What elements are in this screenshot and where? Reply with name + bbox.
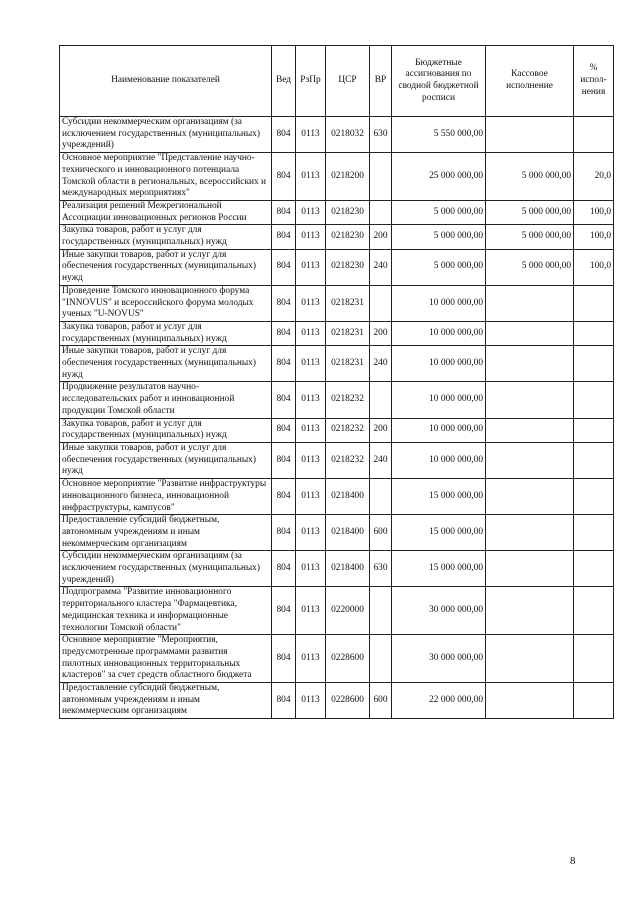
cell-rzpr: 0113 — [296, 635, 326, 683]
cell-allocations: 10 000 000,00 — [392, 418, 486, 442]
header-csr: ЦСР — [326, 46, 370, 117]
cell-percent — [574, 442, 614, 478]
cell-name: Основное мероприятие "Развитие инфраструктуры инновационного бизнеса, инновационной инфраструктуры, кампусов" — [60, 479, 272, 515]
cell-rzpr: 0113 — [296, 117, 326, 153]
cell-cash — [486, 321, 574, 345]
cell-percent — [574, 117, 614, 153]
cell-name: Продвижение результатов научно-исследовательских работ и инновационной продукции Томской области — [60, 382, 272, 418]
cell-rzpr: 0113 — [296, 683, 326, 719]
cell-vr: 600 — [370, 515, 392, 551]
table-row — [60, 225, 614, 249]
cell-csr: 0218200 — [326, 153, 370, 201]
cell-percent — [574, 382, 614, 418]
header-ved: Вед — [272, 46, 296, 117]
cell-percent: 100,0 — [574, 225, 614, 249]
cell-name: Предоставление субсидий бюджетным, автономным учреждениям и иным некоммерческим организациям — [60, 515, 272, 551]
cell-allocations: 15 000 000,00 — [392, 479, 486, 515]
cell-cash — [486, 418, 574, 442]
cell-csr: 0220000 — [326, 587, 370, 635]
cell-ved: 804 — [272, 587, 296, 635]
cell-cash — [486, 382, 574, 418]
cell-csr: 0218400 — [326, 479, 370, 515]
table-row — [60, 249, 614, 285]
cell-cash — [486, 479, 574, 515]
header-allocations: Бюджетные ассигнования по сводной бюджетной росписи — [392, 46, 486, 117]
cell-name: Субсидии некоммерческим организациям (за исключением государственных (муниципальных) учреждений) — [60, 551, 272, 587]
page-number: 8 — [570, 855, 576, 867]
cell-percent: 100,0 — [574, 200, 614, 224]
table-row — [60, 551, 614, 587]
cell-csr: 0218230 — [326, 200, 370, 224]
cell-rzpr: 0113 — [296, 442, 326, 478]
cell-cash — [486, 346, 574, 382]
cell-csr: 0218230 — [326, 249, 370, 285]
cell-percent — [574, 418, 614, 442]
cell-percent — [574, 551, 614, 587]
cell-vr — [370, 285, 392, 321]
cell-ved: 804 — [272, 382, 296, 418]
cell-csr: 0218032 — [326, 117, 370, 153]
cell-rzpr: 0113 — [296, 153, 326, 201]
cell-csr: 0218232 — [326, 418, 370, 442]
cell-rzpr: 0113 — [296, 382, 326, 418]
cell-cash — [486, 442, 574, 478]
cell-ved: 804 — [272, 153, 296, 201]
table-row — [60, 346, 614, 382]
cell-percent — [574, 479, 614, 515]
cell-rzpr: 0113 — [296, 515, 326, 551]
cell-vr — [370, 200, 392, 224]
cell-ved: 804 — [272, 346, 296, 382]
cell-name: Проведение Томского инновационного форума "INNOVUS" и всероссийского форума молодых ученых "U-NOVUS" — [60, 285, 272, 321]
cell-vr: 200 — [370, 321, 392, 345]
cell-name: Иные закупки товаров, работ и услуг для обеспечения государственных (муниципальных) нужд — [60, 346, 272, 382]
cell-allocations: 5 550 000,00 — [392, 117, 486, 153]
cell-cash — [486, 117, 574, 153]
cell-ved: 804 — [272, 200, 296, 224]
cell-percent — [574, 635, 614, 683]
cell-percent — [574, 515, 614, 551]
cell-vr — [370, 587, 392, 635]
header-percent: % испол-нения — [574, 46, 614, 117]
cell-name: Предоставление субсидий бюджетным, автономным учреждениям и иным некоммерческим организациям — [60, 683, 272, 719]
header-rzpr: РзПр — [296, 46, 326, 117]
cell-name: Подпрограмма "Развитие инновационного территориального кластера "Фармацевтика, медицинская техника и информационные технологии Томской области" — [60, 587, 272, 635]
cell-name: Закупка товаров, работ и услуг для государственных (муниципальных) нужд — [60, 225, 272, 249]
cell-cash: 5 000 000,00 — [486, 225, 574, 249]
table-row — [60, 153, 614, 201]
cell-rzpr: 0113 — [296, 321, 326, 345]
cell-vr: 200 — [370, 225, 392, 249]
cell-ved: 804 — [272, 117, 296, 153]
cell-vr: 600 — [370, 683, 392, 719]
cell-allocations: 25 000 000,00 — [392, 153, 486, 201]
cell-allocations: 15 000 000,00 — [392, 515, 486, 551]
cell-percent — [574, 683, 614, 719]
cell-allocations: 5 000 000,00 — [392, 249, 486, 285]
cell-allocations: 10 000 000,00 — [392, 382, 486, 418]
cell-csr: 0218400 — [326, 551, 370, 587]
cell-name: Основное мероприятие "Представление научно-технического и инновационного потенциала Томской области в региональных, всероссийских и международных мероприятиях" — [60, 153, 272, 201]
cell-ved: 804 — [272, 285, 296, 321]
cell-csr: 0218232 — [326, 382, 370, 418]
header-name: Наименование показателей — [60, 46, 272, 117]
cell-cash — [486, 551, 574, 587]
table-body — [60, 117, 614, 719]
cell-allocations: 30 000 000,00 — [392, 587, 486, 635]
cell-ved: 804 — [272, 479, 296, 515]
cell-cash: 5 000 000,00 — [486, 153, 574, 201]
cell-percent — [574, 285, 614, 321]
cell-vr: 630 — [370, 551, 392, 587]
table-row — [60, 117, 614, 153]
cell-rzpr: 0113 — [296, 479, 326, 515]
cell-cash — [486, 635, 574, 683]
cell-csr: 0218231 — [326, 321, 370, 345]
cell-vr — [370, 153, 392, 201]
cell-ved: 804 — [272, 515, 296, 551]
cell-ved: 804 — [272, 418, 296, 442]
cell-rzpr: 0113 — [296, 587, 326, 635]
cell-percent: 100,0 — [574, 249, 614, 285]
cell-allocations: 10 000 000,00 — [392, 442, 486, 478]
cell-allocations: 15 000 000,00 — [392, 551, 486, 587]
cell-csr: 0218231 — [326, 285, 370, 321]
cell-ved: 804 — [272, 683, 296, 719]
cell-name: Основное мероприятие "Мероприятия, предусмотренные программами развития пилотных инновационных территориальных кластеров" за счет средств областного бюджета — [60, 635, 272, 683]
cell-name: Иные закупки товаров, работ и услуг для обеспечения государственных (муниципальных) нужд — [60, 442, 272, 478]
cell-ved: 804 — [272, 635, 296, 683]
cell-allocations: 5 000 000,00 — [392, 200, 486, 224]
cell-percent: 20,0 — [574, 153, 614, 201]
cell-rzpr: 0113 — [296, 551, 326, 587]
cell-name: Закупка товаров, работ и услуг для государственных (муниципальных) нужд — [60, 321, 272, 345]
cell-vr — [370, 382, 392, 418]
cell-vr: 200 — [370, 418, 392, 442]
cell-ved: 804 — [272, 249, 296, 285]
cell-ved: 804 — [272, 442, 296, 478]
cell-name: Субсидии некоммерческим организациям (за исключением государственных (муниципальных) учреждений) — [60, 117, 272, 153]
cell-rzpr: 0113 — [296, 249, 326, 285]
cell-allocations: 10 000 000,00 — [392, 346, 486, 382]
table-row — [60, 382, 614, 418]
budget-table — [59, 45, 614, 719]
table-row — [60, 285, 614, 321]
cell-percent — [574, 587, 614, 635]
table-row — [60, 635, 614, 683]
table-row — [60, 683, 614, 719]
cell-name: Реализация решений Межрегиональной Ассоциации инновационных регионов России — [60, 200, 272, 224]
header-vr: ВР — [370, 46, 392, 117]
header-cash: Кассовое исполнение — [486, 46, 574, 117]
table-row — [60, 515, 614, 551]
cell-allocations: 10 000 000,00 — [392, 321, 486, 345]
cell-rzpr: 0113 — [296, 346, 326, 382]
table-row — [60, 321, 614, 345]
cell-csr: 0218230 — [326, 225, 370, 249]
cell-allocations: 5 000 000,00 — [392, 225, 486, 249]
table-header-row — [60, 46, 614, 117]
cell-allocations: 30 000 000,00 — [392, 635, 486, 683]
cell-rzpr: 0113 — [296, 285, 326, 321]
table-row — [60, 587, 614, 635]
cell-cash — [486, 683, 574, 719]
cell-cash — [486, 587, 574, 635]
cell-rzpr: 0113 — [296, 418, 326, 442]
cell-rzpr: 0113 — [296, 225, 326, 249]
cell-ved: 804 — [272, 551, 296, 587]
cell-vr: 240 — [370, 442, 392, 478]
cell-percent — [574, 321, 614, 345]
cell-vr: 240 — [370, 249, 392, 285]
cell-vr: 240 — [370, 346, 392, 382]
cell-csr: 0228600 — [326, 683, 370, 719]
cell-csr: 0228600 — [326, 635, 370, 683]
cell-vr: 630 — [370, 117, 392, 153]
table-row — [60, 418, 614, 442]
cell-vr — [370, 635, 392, 683]
cell-cash: 5 000 000,00 — [486, 249, 574, 285]
cell-percent — [574, 346, 614, 382]
cell-csr: 0218400 — [326, 515, 370, 551]
cell-name: Закупка товаров, работ и услуг для государственных (муниципальных) нужд — [60, 418, 272, 442]
cell-cash — [486, 515, 574, 551]
cell-vr — [370, 479, 392, 515]
cell-cash — [486, 285, 574, 321]
cell-name: Иные закупки товаров, работ и услуг для обеспечения государственных (муниципальных) нужд — [60, 249, 272, 285]
cell-cash: 5 000 000,00 — [486, 200, 574, 224]
cell-csr: 0218232 — [326, 442, 370, 478]
table-row — [60, 442, 614, 478]
table-row — [60, 200, 614, 224]
table-row — [60, 479, 614, 515]
cell-allocations: 10 000 000,00 — [392, 285, 486, 321]
cell-ved: 804 — [272, 321, 296, 345]
cell-ved: 804 — [272, 225, 296, 249]
cell-rzpr: 0113 — [296, 200, 326, 224]
cell-csr: 0218231 — [326, 346, 370, 382]
cell-allocations: 22 000 000,00 — [392, 683, 486, 719]
